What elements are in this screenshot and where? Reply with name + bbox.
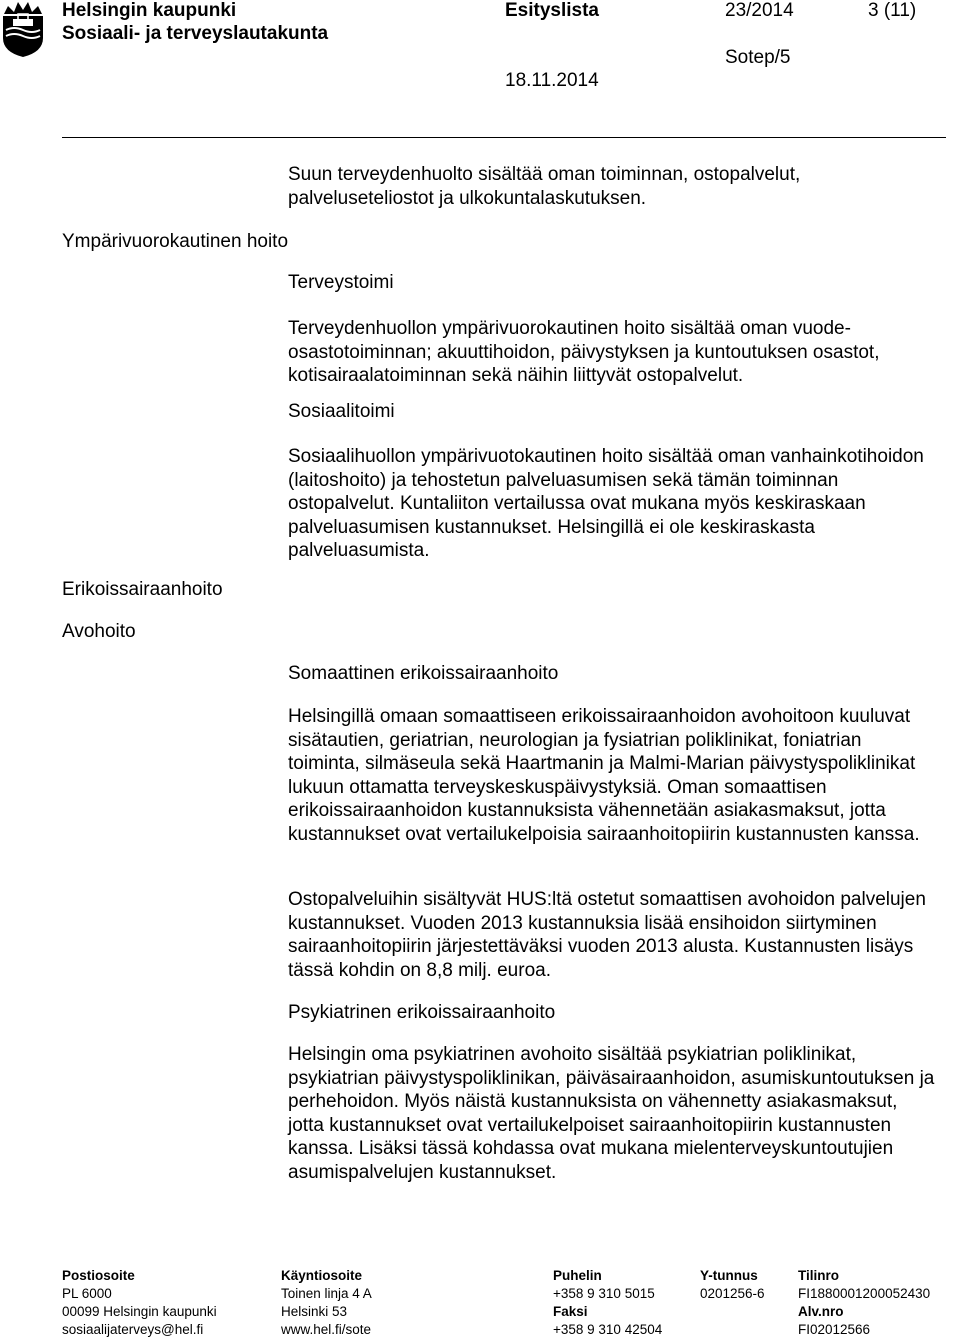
board-name: Sosiaali- ja terveyslautakunta (62, 23, 329, 44)
paragraph-ostopalvelut: Ostopalveluihin sisältyvät HUS:ltä ostetut somaattisen avohoidon palvelujen kustannukset. Vuoden 2013 kustannuksia lisää ensihoidon siirtyminen sairaanhoitopiirin järjestettäväksi vuoden 2013 alusta. Kustannusten lisäys tässä kohdin on 8,8 milj. euroa. (288, 889, 926, 981)
footer-puhelin-number: +358 9 310 5015 (553, 1286, 655, 1301)
paragraph-suun-terveydenhuolto: Suun terveydenhuolto sisältää oman toiminnan, ostopalvelut, palveluseteliostot ja ulkokuntalaskutuksen. (288, 164, 801, 209)
doc-reference: Sotep/5 (725, 47, 791, 68)
paragraph-terveystoimi: Terveydenhuollon ympärivuorokautinen hoito sisältää oman vuode-osastotoiminnan; akuuttihoidon, päivystyksen ja kuntoutuksen osastot, kotisairaalatoiminnan sekä näihin liittyvät ostopalvelut. (288, 318, 880, 386)
footer-website[interactable]: www.hel.fi/sote (281, 1322, 372, 1337)
footer-email[interactable]: sosiaalijaterveys@hel.fi (62, 1322, 204, 1337)
doc-number: 23/2014 (725, 0, 794, 21)
footer-tilinro (798, 1267, 930, 1339)
footer-ytunnus-label: Y-tunnus (700, 1268, 758, 1283)
paragraph-sosiaalitoimi: Sosiaalihuollon ympärivuotokautinen hoito sisältää oman vanhainkotihoidon (laitoshoito) ja tehostetun palveluasumisen sekä tämän toiminnan ostopalvelut. Kuntaliiton vertailussa ovat mukana myös keskiraskaan palveluasumisen kustannukset. Helsingillä ei ole keskiraskasta palveluasumista. (288, 446, 924, 561)
footer-postiosoite-line2: 00099 Helsingin kaupunki (62, 1304, 217, 1319)
org-name: Helsingin kaupunki (62, 0, 237, 21)
footer-faksi-number: +358 9 310 42504 (553, 1322, 663, 1337)
footer-postiosoite-line1: PL 6000 (62, 1286, 112, 1301)
footer-postiosoite (62, 1267, 217, 1339)
heading-psykiatrinen: Psykiatrinen erikoissairaanhoito (288, 1002, 556, 1023)
sidebar-erikoissairaanhoito: Erikoissairaanhoito (62, 579, 223, 600)
footer-alvnro-label: Alv.nro (798, 1304, 844, 1319)
heading-sosiaalitoimi: Sosiaalitoimi (288, 401, 395, 422)
doc-date: 18.11.2014 (505, 70, 599, 91)
footer-kayntiosoite-label: Käyntiosoite (281, 1268, 363, 1283)
footer-faksi-label: Faksi (553, 1304, 588, 1319)
footer-alvnro-value: FI02012566 (798, 1322, 871, 1337)
footer-puhelin (553, 1267, 662, 1339)
footer-kayntiosoite (281, 1267, 372, 1339)
sidebar-ymparivuorokautinen: Ympärivuorokautinen hoito (62, 231, 289, 252)
paragraph-psykiatrinen: Helsingin oma psykiatrinen avohoito sisältää psykiatrian poliklinikat, psykiatrian päivystyspoliklinikan, päiväsairaanhoidon, asumiskuntoutuksen ja perhehoidon. Myös näistä kustannuksista on vähennetty asiakasmaksut, jotta kustannukset ovat vertailukelpoiset sairaanhoitopiirin kustannusten kanssa. Lisäksi tässä kohdassa ovat mukana mielenterveyskuntoutujien asumispalvelujen kustannukset. (288, 1044, 935, 1183)
footer-puhelin-label: Puhelin (553, 1268, 602, 1283)
heading-somaattinen: Somaattinen erikoissairaanhoito (288, 663, 559, 684)
city-crest-logo (0, 0, 46, 58)
footer-kayntiosoite-line1: Toinen linja 4 A (281, 1286, 372, 1301)
footer-ytunnus (700, 1267, 765, 1303)
sidebar-avohoito: Avohoito (62, 621, 136, 642)
heading-terveystoimi: Terveystoimi (288, 272, 394, 293)
page-number: 3 (11) (868, 0, 917, 21)
footer-postiosoite-label: Postiosoite (62, 1268, 135, 1283)
doc-type: Esityslista (505, 0, 599, 21)
body-text (288, 0, 938, 1220)
footer-tilinro-value: FI1880001200052430 (798, 1286, 931, 1301)
footer-ytunnus-value: 0201256-6 (700, 1286, 765, 1301)
paragraph-somaattinen: Helsingillä omaan somaattiseen erikoissairaanhoidon avohoitoon kuuluvat sisätautien, geriatrian, neurologian ja fysiatrian poliklinikat, foniatrian toiminta, silmäseula sekä Haartmanin ja Malmi-Marian päivystyspoliklinikat lukuun ottamatta terveyskeskuspäivystyksiä. Oman somaattisen erikoissairaanhoidon kustannuksista vähennetään asiakasmaksut, jotta kustannukset ovat vertailukelpoisia sairaanhoitopiirin kustannusten kanssa. (288, 706, 920, 845)
footer-kayntiosoite-line2: Helsinki 53 (281, 1304, 348, 1319)
footer-tilinro-label: Tilinro (798, 1268, 840, 1283)
